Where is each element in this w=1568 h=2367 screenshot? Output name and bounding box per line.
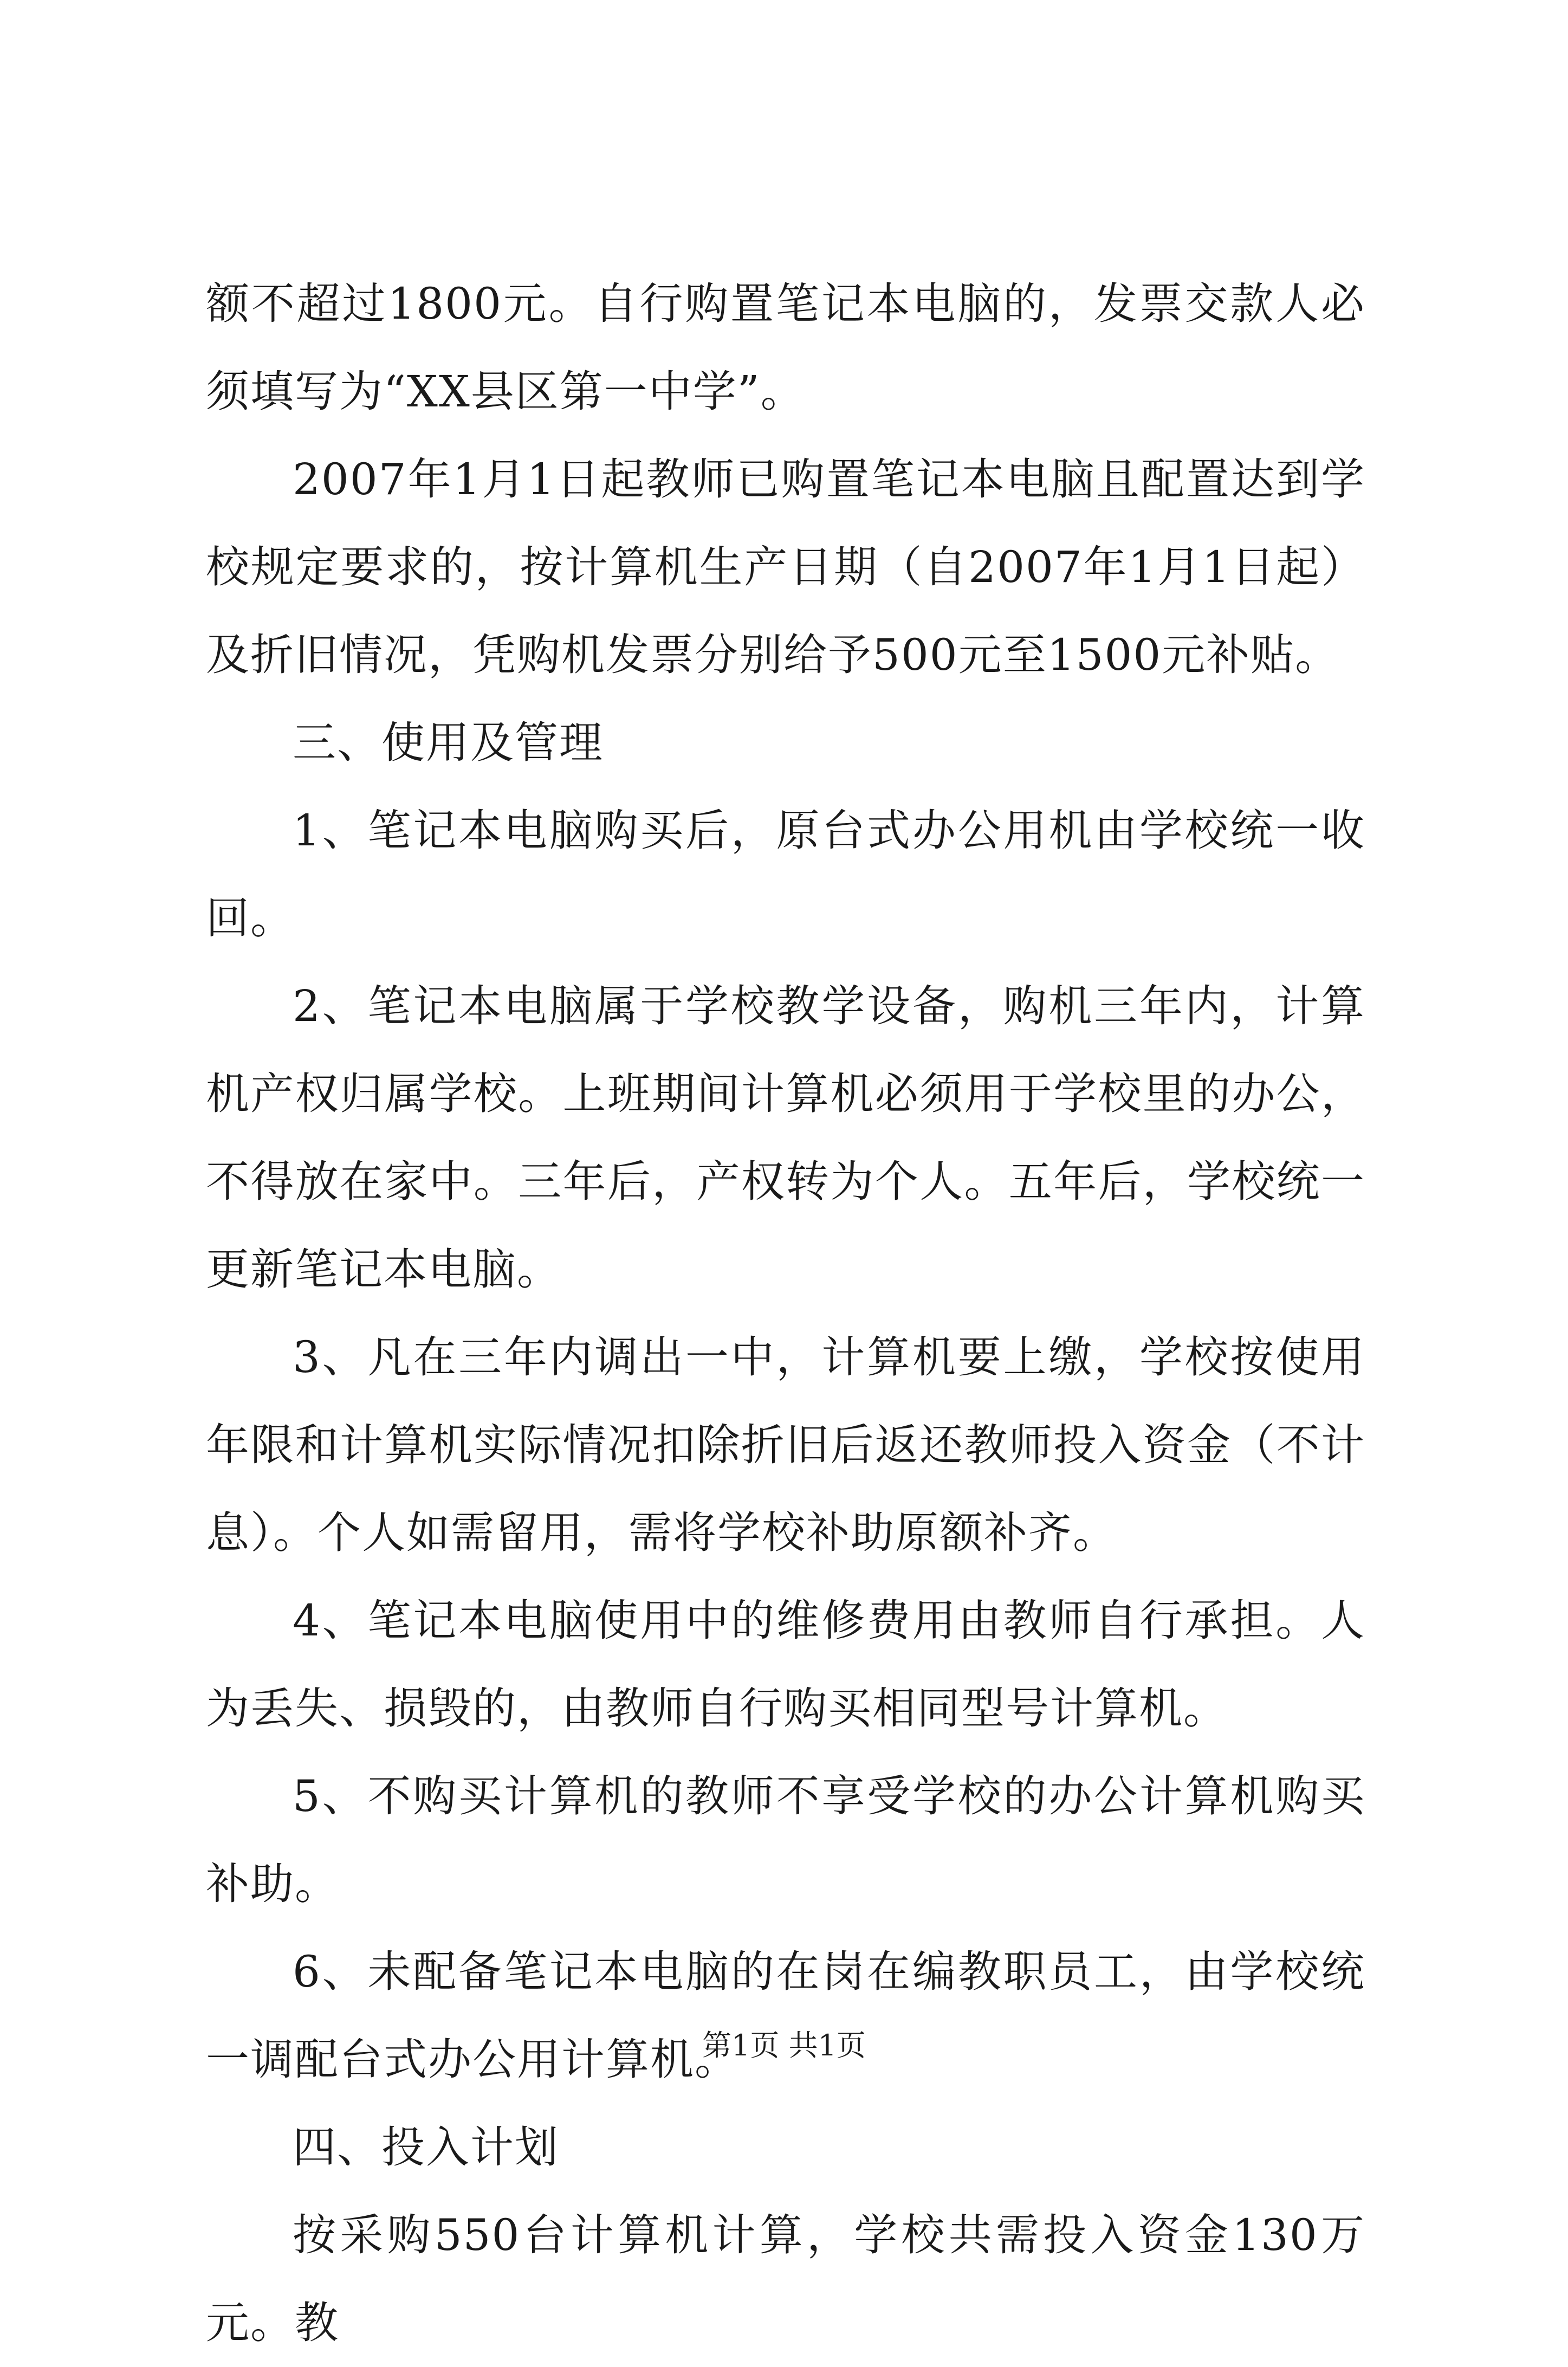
section-heading-investment-plan: 四、投入计划 <box>293 2122 559 2172</box>
page-number-footer: 第1页 共1页 <box>702 2028 866 2062</box>
paragraph-item-6: 6、未配备笔记本电脑的在岗在编教职员工，由学校统一调配台式办公用计算机。 <box>206 1946 1365 2085</box>
paragraph-item-5: 5、不购买计算机的教师不享受学校的办公计算机购买补助。 <box>206 1771 1365 1909</box>
paragraph-invoice-requirement: 额不超过1800元。自行购置笔记本电脑的，发票交款人必须填写为“XX县区第一中学”。 <box>206 279 1365 417</box>
paragraph-2007-subsidy: 2007年1月1日起教师已购置笔记本电脑且配置达到学校规定要求的，按计算机生产日期（自2007年1月1日起）及折旧情况，凭购机发票分别给予500元至1500元补贴。 <box>206 454 1365 680</box>
paragraph-item-4: 4、笔记本电脑使用中的维修费用由教师自行承担。人为丢失、损毁的，由教师自行购买相同型号计算机。 <box>206 1595 1365 1734</box>
paragraph-item-2: 2、笔记本电脑属于学校教学设备，购机三年内，计算机产权归属学校。上班期间计算机必须用于学校里的办公，不得放在家中。三年后，产权转为个人。五年后，学校统一更新笔记本电脑。 <box>206 981 1365 1295</box>
paragraph-item-3: 3、凡在三年内调出一中，计算机要上缴，学校按使用年限和计算机实际情况扣除折旧后返还教师投入资金（不计息）。个人如需留用，需将学校补助原额补齐。 <box>206 1332 1365 1558</box>
paragraph-investment-detail: 按采购550台计算机计算，学校共需投入资金130万元。教 <box>206 2210 1365 2348</box>
section-heading-usage-management: 三、使用及管理 <box>293 717 604 768</box>
paragraph-item-1: 1、笔记本电脑购买后，原台式办公用机由学校统一收回。 <box>206 805 1365 943</box>
